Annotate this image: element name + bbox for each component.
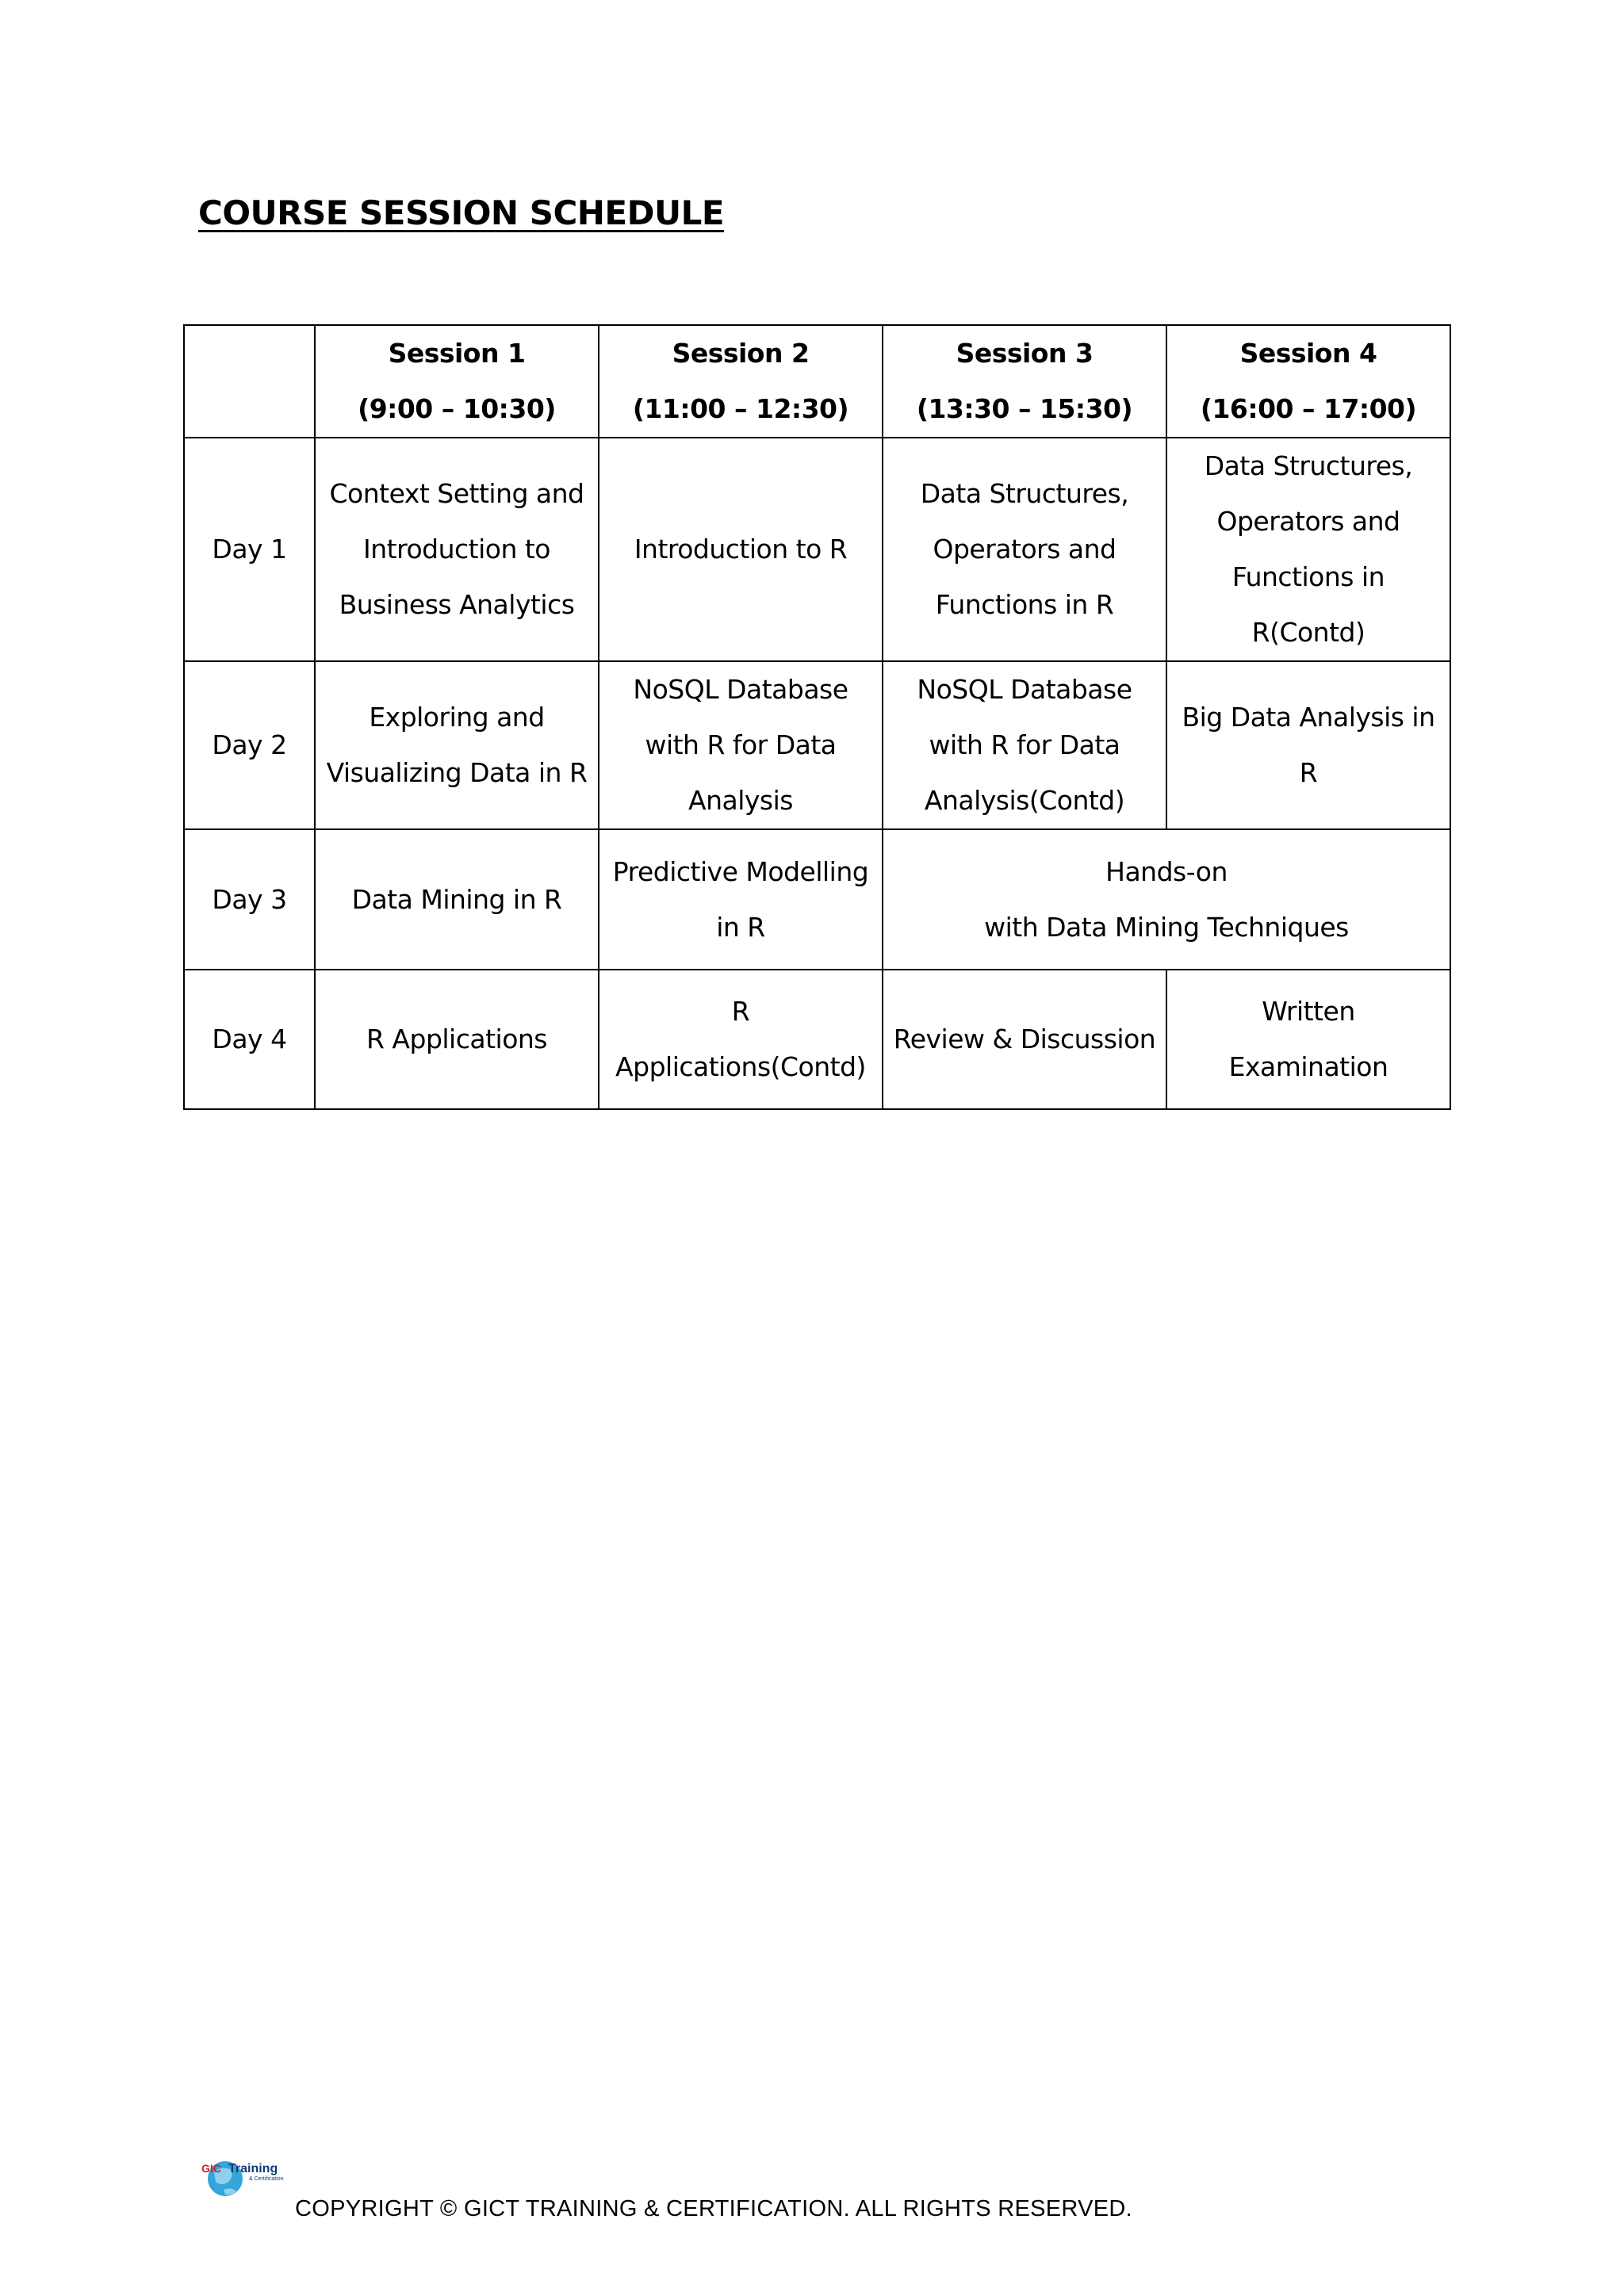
cell-line: Data Structures, — [1204, 450, 1413, 481]
session-cell — [883, 438, 1166, 661]
session-cell — [1166, 661, 1450, 829]
cell-line: NoSQL Database — [917, 674, 1132, 705]
session-cell — [315, 438, 599, 661]
day-label: Day 3 — [184, 829, 315, 970]
cell-line: Analysis — [688, 785, 793, 816]
cell-line: Written — [1262, 996, 1355, 1027]
header-session-1 — [315, 325, 599, 438]
svg-text:Training: Training — [228, 2162, 278, 2175]
cell-line: R — [731, 996, 750, 1027]
session-time: (13:30 – 15:30) — [916, 393, 1133, 424]
day-label: Day 1 — [184, 438, 315, 661]
session-name: Session 4 — [1239, 338, 1377, 369]
cell-line: Introduction to — [363, 534, 550, 564]
cell-line: Operators and — [933, 534, 1116, 564]
cell-line: Operators and — [1216, 506, 1400, 537]
cell-line: NoSQL Database — [633, 674, 848, 705]
schedule-table — [183, 324, 1451, 1110]
session-cell — [883, 661, 1166, 829]
svg-text:GIC: GIC — [201, 2162, 221, 2175]
header-row — [184, 325, 1450, 438]
day-label: Day 4 — [184, 970, 315, 1109]
session-cell-merged — [883, 829, 1450, 970]
cell-line: Functions in R — [935, 589, 1114, 620]
gict-logo — [200, 2155, 287, 2201]
session-cell — [1166, 970, 1450, 1109]
session-time: (9:00 – 10:30) — [358, 393, 556, 424]
header-session-2 — [599, 325, 883, 438]
cell-line: Data Structures, — [920, 478, 1129, 509]
session-cell — [599, 661, 883, 829]
session-cell — [315, 970, 599, 1109]
cell-line: in R — [716, 911, 765, 943]
copyright-notice: COPYRIGHT © GICT TRAINING & CERTIFICATION. ALL RIGHTS RESERVED. — [295, 2196, 1132, 2221]
session-cell — [599, 970, 883, 1109]
cell-line: Business Analytics — [339, 589, 575, 620]
header-session-3 — [883, 325, 1166, 438]
cell-line: Predictive Modelling — [612, 855, 869, 887]
cell-line: Big Data Analysis in — [1182, 702, 1435, 733]
session-cell — [599, 829, 883, 970]
cell-line: with R for Data — [929, 729, 1120, 760]
header-session-4 — [1166, 325, 1450, 438]
session-time: (16:00 – 17:00) — [1200, 393, 1417, 424]
session-time: (11:00 – 12:30) — [632, 393, 849, 424]
cell-line: Introduction to R — [634, 534, 848, 564]
cell-line: Context Setting and — [329, 478, 584, 509]
session-cell — [599, 438, 883, 661]
session-cell — [315, 661, 599, 829]
globe-logo-icon — [200, 2155, 287, 2201]
session-name: Session 3 — [956, 338, 1094, 369]
cell-line: R(Contd) — [1251, 617, 1365, 648]
session-cell — [1166, 438, 1450, 661]
session-name: Session 2 — [672, 338, 810, 369]
day-label: Day 2 — [184, 661, 315, 829]
cell-line: Applications(Contd) — [615, 1051, 866, 1082]
cell-line: Examination — [1228, 1051, 1388, 1082]
cell-line: R — [1299, 757, 1318, 788]
cell-line: Analysis(Contd) — [924, 785, 1125, 816]
table-row — [184, 661, 1450, 829]
cell-line: with R for Data — [645, 729, 837, 760]
cell-line: Hands-on — [1105, 855, 1228, 887]
table-row — [184, 438, 1450, 661]
page-title: COURSE SESSION SCHEDULE — [198, 193, 725, 232]
session-name: Session 1 — [388, 338, 526, 369]
session-cell — [883, 970, 1166, 1109]
cell-line: Visualizing Data in R — [326, 757, 588, 788]
table-row — [184, 829, 1450, 970]
cell-line: Functions in — [1231, 561, 1385, 592]
cell-line: Review & Discussion — [893, 1024, 1156, 1054]
table-row — [184, 970, 1450, 1109]
corner-cell — [184, 325, 315, 438]
svg-text:& Certification: & Certification — [249, 2176, 284, 2182]
cell-line: with Data Mining Techniques — [984, 911, 1349, 943]
cell-line: Data Mining in R — [351, 883, 562, 915]
cell-line: Exploring and — [369, 702, 545, 733]
session-cell — [315, 829, 599, 970]
cell-line: R Applications — [366, 1024, 547, 1054]
